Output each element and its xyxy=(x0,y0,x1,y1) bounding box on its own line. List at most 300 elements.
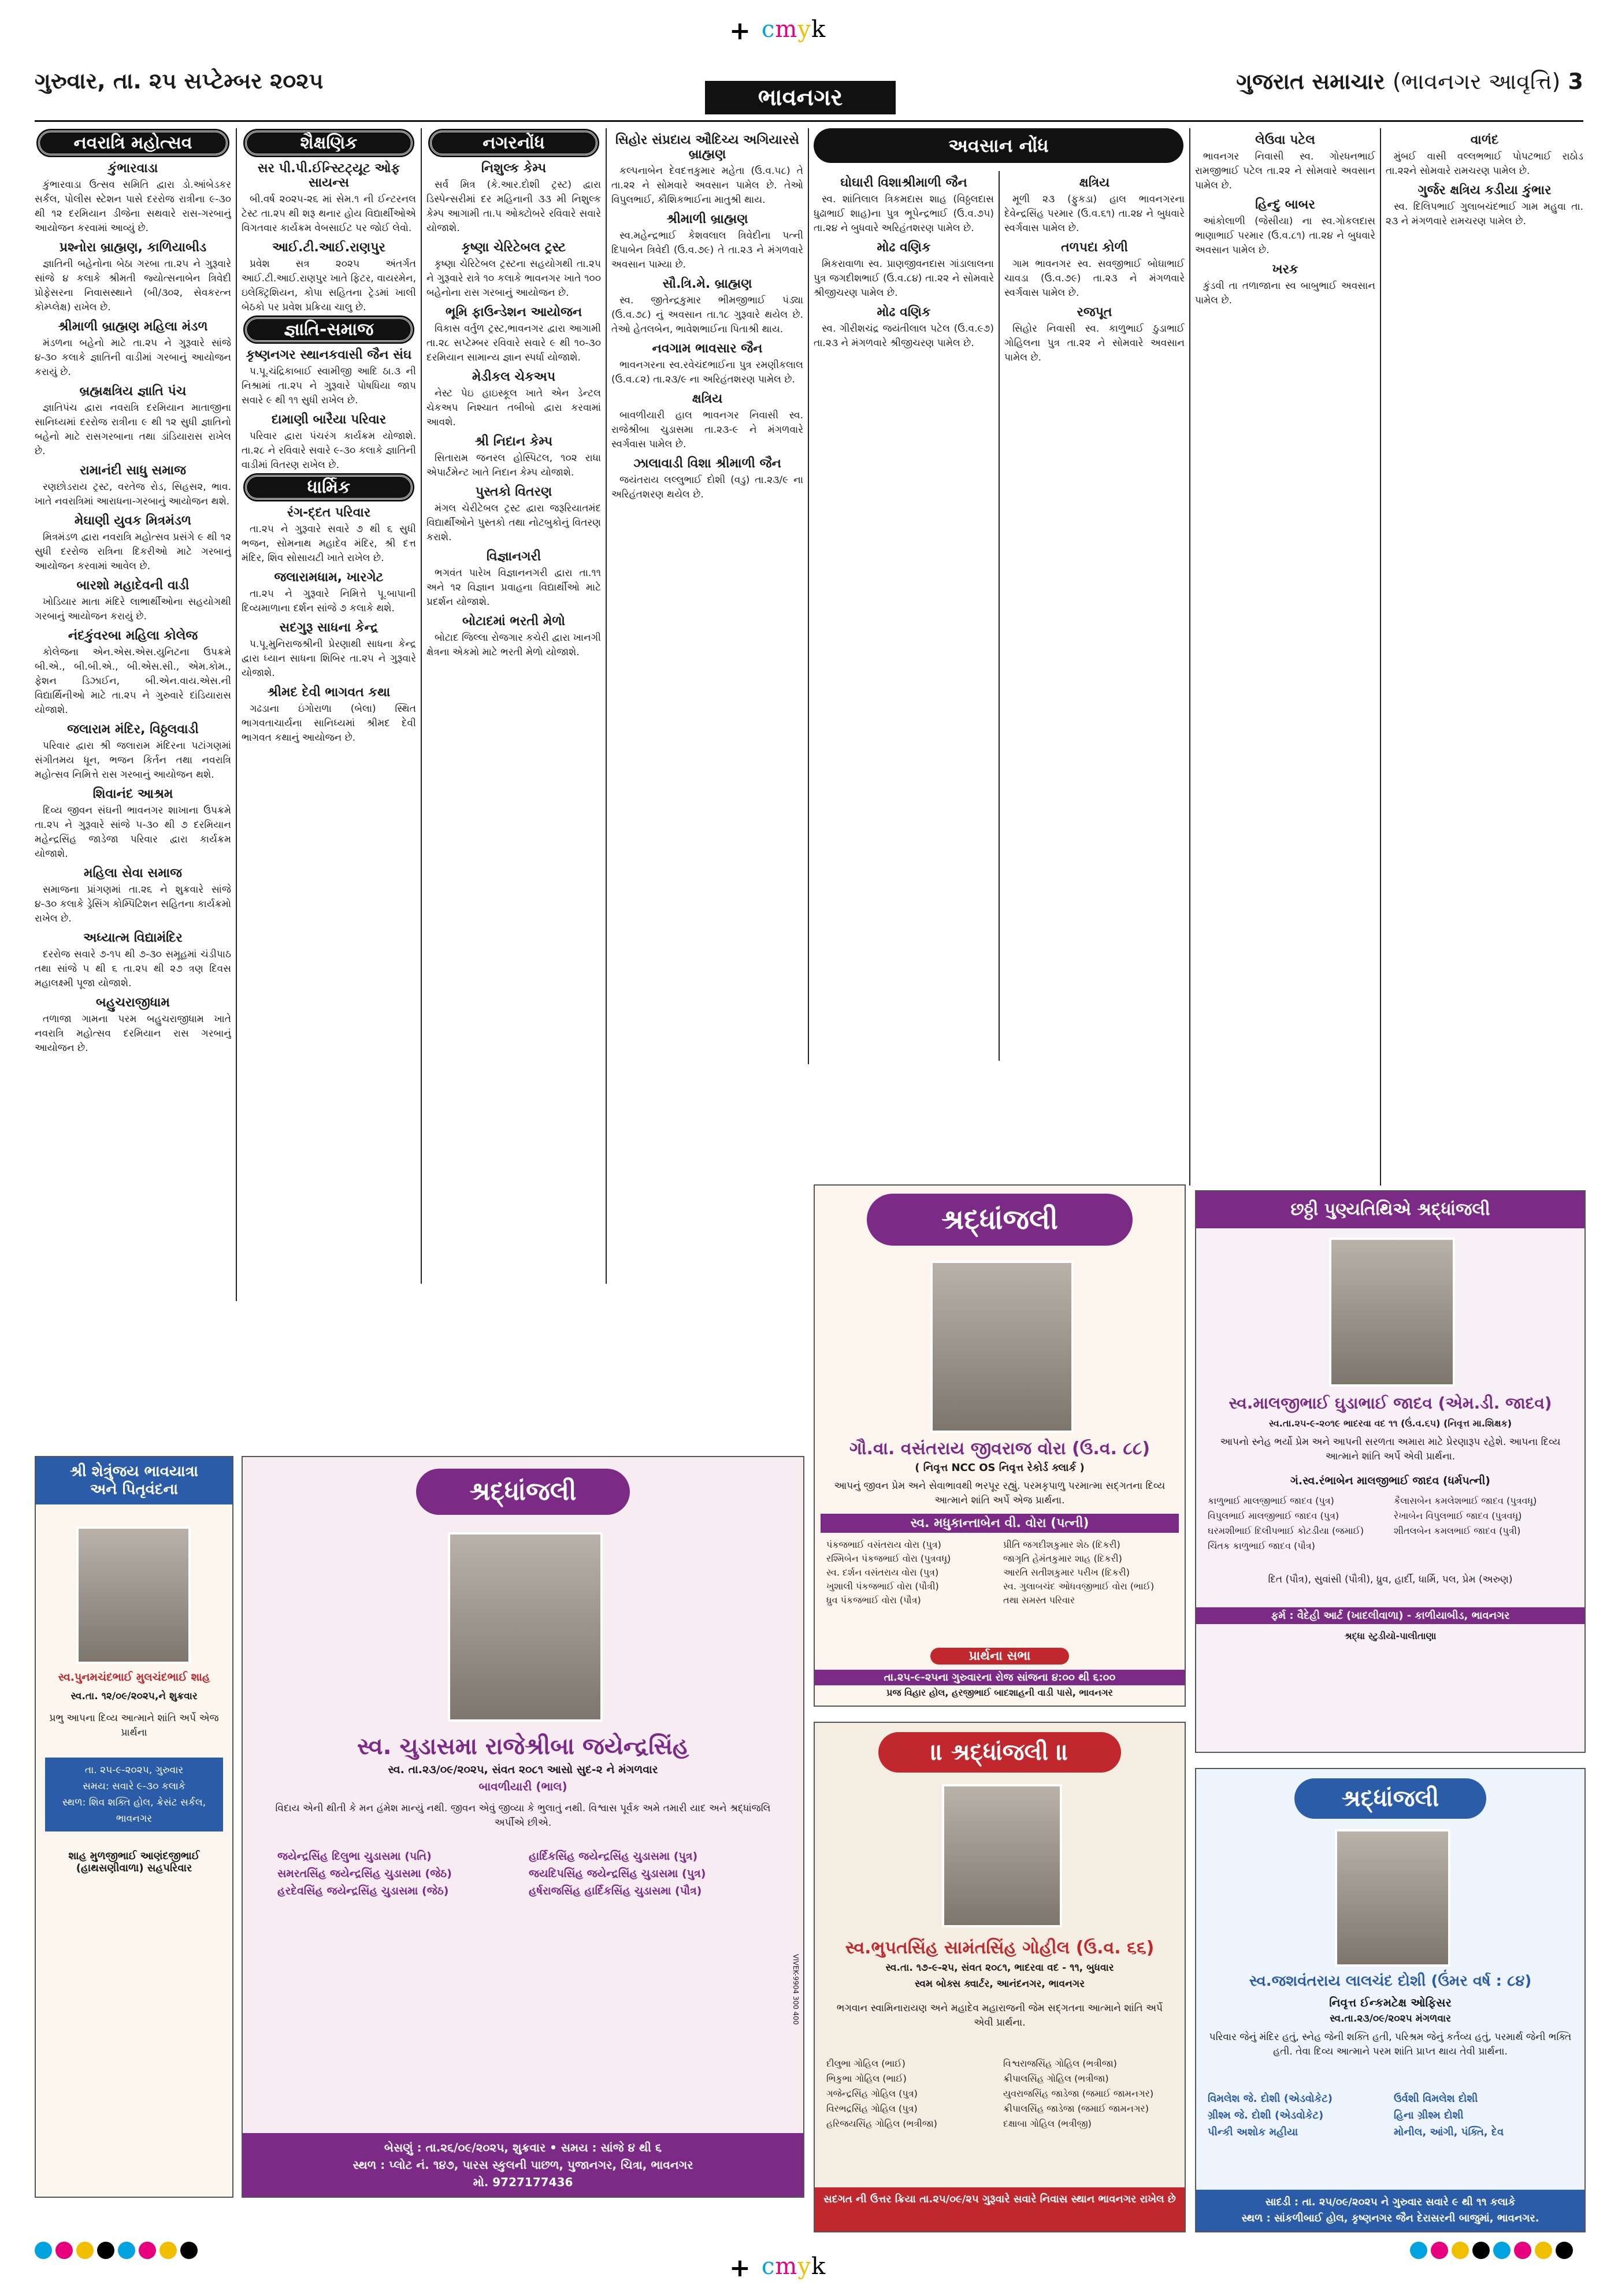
prayer-meet-venue: પ્રજ વિહાર હોલ, હરજીભાઈ બાદશાહની વાડી પાસે, ભાવનગર xyxy=(886,1687,1113,1698)
family-member: સ્વ. દર્શન વસંતરાય વોરા (પુત્ર) xyxy=(826,1567,939,1578)
news-item xyxy=(814,176,994,236)
portrait-photo xyxy=(76,1526,191,1664)
news-item xyxy=(242,570,416,616)
item-title: નિશુલ્ક કેમ્પ xyxy=(481,161,547,176)
color-bar-right xyxy=(1410,2242,1573,2259)
pilgrimage-subtitle: અને પિતૃવંદના xyxy=(90,1481,179,1498)
family-member: ખુશાલી પંકજભાઈ વોરા (પૌત્રી) xyxy=(826,1581,939,1592)
news-item xyxy=(35,578,231,624)
item-title: મોઢ વણિક xyxy=(877,240,931,255)
column-obituary-b xyxy=(1004,171,1185,1072)
family-member: ગ્રીશ્મ જે. દોશી (એડવોકેટ) xyxy=(1208,2109,1324,2122)
item-text: સ્વ. ગીરીશચંદ્ર જયંતીલાલ પટેલ (ઉ.વ.૯૭) તા.૨૩ ને મંગળવારે શ્રીજીચરણ પામેલ છે. xyxy=(814,323,994,349)
item-title: રામાનંદી સાધુ સમાજ xyxy=(80,463,186,478)
registration-mark-bottom: + xyxy=(729,2253,751,2283)
item-title: સદગુરૂ સાધના કેન્દ્ર xyxy=(279,621,378,635)
contact-phone: મો. 9727177436 xyxy=(473,2175,573,2189)
news-item xyxy=(242,161,416,236)
news-item xyxy=(35,240,231,315)
death-date: સ્વ.તા. ૧૨/૦૯/૨૦૨૫,ને શુક્રવાર xyxy=(70,1691,198,1702)
family-member: ઉર્વશી વિમલેશ દોશી xyxy=(1394,2093,1478,2105)
item-title: વાળંદ xyxy=(1470,133,1499,147)
family-member: જાગૃતિ હેમંતકુમાર શાહ (દિકરી) xyxy=(1003,1553,1122,1564)
uttar-kriya-notice: સદગત ની ઉત્તર ક્રિયા તા.૨૫/૦૯/૨૫ ગુરૂવારે સવારે નિવાસ સ્થાન ભાવનગર રાખેલ છે xyxy=(815,2187,1185,2231)
color-dot xyxy=(1535,2242,1552,2259)
item-text: મંગલ ચેરીટેબલ ટ્રસ્ટ દ્વારા જરૂરિયાતમંદ વિદ્યાર્થીઓને પુસ્તકો તથા નોટબુકોનું વિતરણ કરાશે. xyxy=(426,503,601,543)
ad-heading: શ્રદ્ધાંજલી xyxy=(867,1194,1133,1246)
issue-date: ગુરુવાર, તા. ૨૫ સપ્ટેમ્બર ૨૦૨૫ xyxy=(35,68,324,94)
family-member: હિના ગ્રીશ્મ દોશી xyxy=(1394,2109,1464,2122)
death-date: સ્વ.તા.૨૫-૯-૨૦૧૯ ભાદરવા વદ ૧૧ (ઉં.વ.૬૫) (નિવૃત્ત મા.શિક્ષક) xyxy=(1268,1418,1512,1429)
event-details xyxy=(45,1758,223,1831)
item-title: સર પી.પી.ઈન્સ્ટિટ્યૂટ ઓફ સાયન્સ xyxy=(257,161,400,190)
cmyk-mark-bottom xyxy=(762,2253,826,2280)
family-member: વિશ્વરાજસિંહ ગોહિલ (ભત્રીજા) xyxy=(1003,2058,1117,2069)
masthead-name: ગુજરાત સમાચાર xyxy=(1236,68,1385,94)
news-item xyxy=(1386,133,1583,179)
news-item xyxy=(35,787,231,861)
family-member: હાર્દિકસિંહ જયેન્દ્રસિંહ ચુડાસમા (પુત્ર) xyxy=(529,1850,698,1863)
family-list xyxy=(1208,2093,1573,2138)
event-date: તા. ૨૫-૯-૨૦૨૫, ગુરુવાર xyxy=(84,1764,184,1776)
navratri-heading: નવરાત્રિ મહોત્સવ xyxy=(38,131,228,155)
ad-heading: શ્રદ્ધાંજલી xyxy=(1294,1778,1486,1819)
news-item xyxy=(611,341,803,387)
item-title: દામાણી બારૈયા પરિવાર xyxy=(271,413,387,427)
family-member: પીન્કી અશોક મહીયા xyxy=(1208,2126,1298,2138)
item-text: સ્વ.મહેન્દ્રભાઈ કેશવલાલ ત્રિવેદીના પત્ની દિપાબેન ત્રિવેદી (ઉ.વ.૭૯) તે તા.૨૩ ને મંગળવારે અવસાન પામ્યા છે. xyxy=(611,230,803,270)
tribute-text: આપનો સ્નેહ ભર્યો પ્રેમ અને આપની સરળતા અમારા માટે પ્રેરણારૂપ રહેશે. આપના દિવ્ય આત્માને શાંતિ અર્પે એવી પ્રાર્થના. xyxy=(1220,1436,1561,1462)
news-item xyxy=(35,722,231,782)
ad-heading: શ્રદ્ધાંજલી xyxy=(416,1469,630,1515)
item-text: નેસ્ટ પેઇ હાઇસ્કૂલ ખાતે એન ડેન્ટલ ચેકઅપ નિશ્ચાત તબીબો દ્વારા કરવામાં આવશે. xyxy=(426,388,601,428)
color-dot xyxy=(118,2242,135,2259)
family-member: આરતિ સતીશકુમાર પરીખ (દિકરી) xyxy=(1003,1567,1130,1578)
item-text: મંડળના બહેનો માટે તા.૨૫ ને ગુરૂવારે સાંજે ૪-૩૦ કલાકે જ્ઞાતિની વાડીમાં ગરબાનું આયોજન કરાયું છે. xyxy=(35,337,231,378)
spouse-name: સ્વ. મધુકાન્તાબેન વી. વોરા (પત્ની) xyxy=(821,1514,1179,1533)
news-item xyxy=(611,277,803,337)
cmyk-m: m xyxy=(775,16,798,43)
deceased-name: ગૌ.વા. વસંતરાય જીવરાજ વોરા (ઉ.વ. ૮૮) xyxy=(849,1439,1151,1459)
page-number: 3 xyxy=(1568,69,1583,94)
tribute-text: ભગવાન સ્વામિનારાયણ અને મહાદેવ મહારાજની જેમ સદ્ગતના આત્માને શાંતિ અર્પે એવી પ્રાર્થના. xyxy=(836,2003,1163,2028)
column-rule xyxy=(236,128,237,1301)
item-text: સર્વ મિત્ર (કે.આર.દોશી ટ્રસ્ટ) દ્વારા ડિસ્પેન્સરીમાં દર મહિનાની ૩૩ મી નિશુલ્ક કેમ્પ આગામી તા.૫ ઓક્ટોબરે રવિવારે સવારે યોજાશે. xyxy=(426,179,601,234)
color-dot xyxy=(1410,2242,1427,2259)
masthead-right xyxy=(1236,68,1583,95)
cmyk-c: c xyxy=(762,2253,775,2280)
community-heading: જ્ઞાતિ-સમાજ xyxy=(245,317,413,342)
item-text: ગઢડાના ઇંગોરાળા (બેલા) સ્થિત ભાગવતાચાર્યના સાનિધ્યમાં શ્રીમદ દેવી ભાગવત કથાનું આયોજન છે. xyxy=(242,703,416,744)
column-rule xyxy=(606,128,607,1284)
item-text: સ્વ. જીતેન્દ્રકુમાર ભીમજીભાઈ પંડ્યા (ઉ.વ.૭૮) નું અવસાન તા.૧૮ ગુરૂવારે થયેલ છે. તેઓ હેતલબેન, ભાવેશભાઈના પિતાશ્રી થાય. xyxy=(611,295,803,335)
edition-name: (ભાવનગર આવૃત્તિ) xyxy=(1392,69,1561,94)
address: સ્વમ બોક્સ ક્વાર્ટર, આનંદનગર, ભાવનગર xyxy=(914,1978,1085,1990)
news-item xyxy=(35,866,231,926)
color-dot xyxy=(139,2242,156,2259)
family-member: હર્ષરાજસિંહ હાર્દિકસિંહ ચુડાસમા (પૌત્ર) xyxy=(529,1885,702,1897)
tribute-ad-rajeshriba xyxy=(242,1456,804,2198)
portrait-photo xyxy=(1329,1238,1455,1387)
column-education-community xyxy=(242,128,416,1284)
news-item xyxy=(426,614,601,660)
news-item xyxy=(611,456,803,502)
news-item xyxy=(814,305,994,351)
item-title: લેઉવા પટેલ xyxy=(1255,133,1315,147)
family-member: રેખાબેન વિપુલભાઈ જાદવ (પુત્રવધૂ) xyxy=(1394,1510,1522,1521)
family-member: મોનીલ, આંગી, પંક્તિ, દેવ xyxy=(1394,2126,1504,2138)
item-text: કલ્પનાબેન દેવદત્તકુમાર મહેતા (ઉ.વ.૫૮) તે તા.૨૨ ને સોમવારે અવસાન પામેલ છે. તેઓ વિપુલભાઈ, કૌશિકભાઈના માતુશ્રી થાય. xyxy=(611,165,803,206)
item-title: શિવાનંદ આશ્રમ xyxy=(92,787,173,801)
news-item xyxy=(35,319,231,380)
news-item xyxy=(242,413,416,473)
tribute-text: આપનું જીવન પ્રેમ અને સેવાભાવથી ભરપૂર રહ્યું. પરમકૃપાળુ પરમાત્મા સદ્ગતના દિવ્ય આત્માને શાંતિ અર્પે એજ પ્રાર્થના. xyxy=(834,1480,1166,1506)
event-time: સમય: સવારે ૯-૩૦ કલાકે xyxy=(83,1781,185,1792)
item-title: કૃષ્ણનગર સ્થાનકવાસી જૈન સંઘ xyxy=(246,348,412,362)
color-dot xyxy=(55,2242,73,2259)
item-title: સૌ.ત્રિ.મે. બ્રાહ્મણ xyxy=(662,277,752,291)
family-member: તથા સમસ્ત પરિવાર xyxy=(1003,1595,1075,1606)
item-text: મૂળી ૨૩ (ફુકડા) હાલ ભાવનગરના દેવેન્દ્રસિંહ પરમાર (ઉ.વ.૬૧) તા.૨૪ ને બુધવારે સ્વર્ગવાસ પામેલ છે. xyxy=(1004,194,1185,234)
family-member: હરદેવસિંહ જયેન્દ્રસિંહ ચુડાસમા (જેઠ) xyxy=(277,1885,449,1897)
news-item xyxy=(1195,133,1375,193)
item-title: મેઘાણી યુવક મિત્રમંડળ xyxy=(74,514,192,528)
item-title: વિજ્ઞાનગરી xyxy=(486,549,541,564)
cmyk-mark-top xyxy=(762,16,826,43)
item-title: શ્રી નિદાન કેમ્પ xyxy=(474,434,553,449)
item-text: કુંડવી તા તળાજાના સ્વ બાબુભાઈ અવસાન પામેલ છે. xyxy=(1195,280,1375,306)
portrait-photo xyxy=(930,1261,1074,1433)
item-title: બારશો મહાદેવની વાડી xyxy=(76,578,190,593)
item-text: ભગવંત પારેખ વિજ્ઞાનનગરી દ્વારા તા.૧૧ અને ૧૨ વિજ્ઞાન પ્રવાહના વિદ્યાર્થીઓ માટે પ્રદર્શન યોજાશે. xyxy=(426,567,601,608)
cmyk-c: c xyxy=(762,16,775,43)
family-member: વિપુલભાઈ માલજીભાઈ જાદવ (પુત્ર) xyxy=(1208,1510,1339,1521)
item-text: ખોડિયાર માતા મંદિરે લાભાર્થીઓના સહયોગથી ગરબાનું આયોજન કરાયું છે. xyxy=(35,596,231,622)
tribute-text: વિદાય એની થીતી કે મન હંમેશ માન્યું નથી. જીવન એવું જીવ્યા કે ભુલાતું નથી. વિશ્વાસ પૂર્વક અમે તમારી યાદ અને શ્રદ્ધાંજલિ અર્પીએ છીએ. xyxy=(275,1803,771,1829)
portrait-photo xyxy=(448,1532,603,1722)
item-title: પ્રશ્નોરા બ્રાહ્મણ, કાળિયાબીડ xyxy=(59,240,207,255)
item-title: મેડીકલ ચેકઅપ xyxy=(472,370,556,384)
news-item xyxy=(242,621,416,681)
item-text: બાવળીયારી હાલ ભાવનગર નિવાસી સ્વ. રાજેશ્રીબા ચુડાસમા તા.૨૩-૯ ને મંગળવારે સ્વર્ગવાસ પામેલ છે. xyxy=(611,410,803,450)
grandchildren: દિત (પૌત્ર), સુવાંસી (પૌત્રી), ધ્રુવ, હાર્દી, ધાર્મિ, પલ, પ્રેમ (અરુણ) xyxy=(1268,1574,1513,1585)
deceased-name: સ્વ.જશવંતરાય લાલચંદ દોશી (ઉંમર વર્ષ : ૮૪) xyxy=(1249,1972,1532,1990)
family-member: ભિકુભા ગોહિલ (ભાઈ) xyxy=(826,2073,907,2084)
news-item xyxy=(35,384,231,459)
news-item xyxy=(1195,262,1375,308)
item-title: મોઢ વણિક xyxy=(877,305,931,319)
item-text: મુંબઈ વાસી વલ્લભભાઈ પોપટભાઈ રાઠોડ તા.૨૨ને સોમવારે રામચરણ પામેલ છે. xyxy=(1386,151,1583,177)
item-text: મિત્રમંડળ દ્વારા નવરાત્રિ મહોત્સવ પ્રસંગે ૯ થી ૧૨ સુધી દરરોજ રાત્રિના દિકરીઓ માટે ગરબાનું આયોજન કરવામાં આવેલ છે. xyxy=(35,532,231,572)
item-title: શ્રીમદ દેવી ભાગવત કથા xyxy=(267,685,391,700)
family-member: ધ્રુવ પંકજભાઈ વોરા (પૌત્ર) xyxy=(826,1595,921,1606)
family-member: કૈલાસબેન કમલેશભાઈ જાદવ (પુત્રવધૂ) xyxy=(1394,1495,1537,1506)
besnu-time: બેસણું : તા.૨૬/૦૯/૨૦૨૫, શુક્રવાર • સમય : સાંજે ૪ થી ૬ xyxy=(384,2141,662,2154)
item-text: આંકોલાળી (જેસીયા) ના સ્વ.ગોકલદાસ ભાણાભાઈ પરમાર (ઉ.વ.૮૧) તા.૨૪ ને બુધવારે અવસાન પામેલ છે. xyxy=(1195,216,1375,256)
ad-code: VIVEK-9904 300 400 xyxy=(792,1954,800,2025)
family-member: ઘરમશીભાઈ દિલીપભાઈ કોટડીયા (જમાઈ) xyxy=(1208,1525,1364,1536)
news-item xyxy=(242,685,416,745)
news-item xyxy=(1386,183,1583,229)
deceased-name: સ્વ.પુનમચંદભાઈ મુલચંદભાઈ શાહ xyxy=(58,1671,210,1684)
column-obituary-d xyxy=(1386,128,1583,1186)
news-item xyxy=(426,370,601,430)
ad-heading: છઠ્ઠી પુણ્યતિથિએ શ્રદ્ધાંજલી xyxy=(1196,1191,1584,1228)
color-dot xyxy=(180,2242,198,2259)
prayer-text: પ્રભુ આપના દિવ્ય આત્માને શાંતિ અર્પે એજ પ્રાર્થના xyxy=(49,1712,219,1738)
news-item xyxy=(426,549,601,610)
section-city-banner: ભાવનગર xyxy=(705,81,896,114)
family-member: સમરતસિંહ જયેન્દ્રસિંહ ચુડાસમા (જેઠ) xyxy=(277,1867,452,1880)
family-member: ગજેન્દ્રસિંહ ગોહિલ (પુત્ર) xyxy=(826,2088,918,2099)
news-item xyxy=(1195,198,1375,258)
color-dot xyxy=(1452,2242,1469,2259)
deceased-name: સ્વ.ભુપતસિંહ સામંતસિંહ ગોહીલ (ઉ.વ. ૬૬) xyxy=(845,1938,1155,1958)
family-member: જયદિપસિંહ જયેન્દ્રસિંહ ચુડાસમા (પુત્ર) xyxy=(529,1867,706,1880)
family-member: વિરભદ્રસિંહ ગોહિલ (પુત્ર) xyxy=(826,2103,918,2114)
family-member: સ્વ. ગુલાબચંદ ઓધવજીભાઈ વોરા (ભાઈ) xyxy=(1003,1581,1155,1592)
item-text: જ્ઞાતિપંચ દ્વારા નવરાત્રિ દરમિયાન માતાજીના સાનિધ્યમાં દરરોજ રાત્રીના ૯ થી ૧૨ સુધી જ્ઞાતિનો બહેનો માટે રાસગરબાના તથા ડાંડિયારાસ રાખેલ છે. xyxy=(35,402,231,457)
besnu-details xyxy=(243,2133,803,2197)
color-dot xyxy=(35,2242,52,2259)
item-title: શ્રીમાળી બ્રાહ્મણ xyxy=(666,212,748,226)
family-member: પ્રીતિ જગદીશકુમાર શેઠ (દિકરી) xyxy=(1003,1539,1120,1550)
news-item xyxy=(1004,305,1185,365)
item-text: સિહોર નિવાસી સ્વ. કાળુભાઈ ઠુડાભાઈ ગોહિલના પુત્ર તા.૨૨ ને સોમવારે અવસાન પામેલ છે. xyxy=(1004,323,1185,363)
item-text: સમાજના પ્રાંગણમાં તા.૨૬ ને શુક્રવારે સાંજે ૪-૩૦ કલાકે ડ્રેસિંગ કોમ્પિટિશન સહિતના કાર્યક્રમો રાખેલ છે. xyxy=(35,884,231,924)
item-title: કૃષ્ણા ચેરિટેબલ ટ્રસ્ટ xyxy=(461,240,566,255)
news-item xyxy=(814,240,994,300)
item-text: પરિવાર દ્વારા શ્રી જલારામ મંદિરના પટાંગણમાં સંગીતમય ધૂન, ભજન કિર્તન તથા નવરાત્રિ મહોત્સવ નિમિત્તે રાસ ગરબાનું આયોજન થશે. xyxy=(35,740,231,781)
item-title: અધ્યાત્મ વિદ્યામંદિર xyxy=(83,931,183,945)
family-list xyxy=(826,1539,1173,1606)
item-title: નવગામ ભાવસાર જૈન xyxy=(652,341,763,356)
news-item xyxy=(242,348,416,408)
obituary-heading-bar xyxy=(814,128,1183,163)
item-text: વિકાસ વર્તુળ ટ્રસ્ટ,ભાવનગર દ્વારા આગામી તા.૨૮ સપ્ટેમ્બર રવિવારે સવારે ૯ થી ૧૦-૩૦ દરમિયાન સામાન્ય જ્ઞાન સ્પર્ધા યોજાશે. xyxy=(426,323,601,363)
pilgrimage-title: શ્રી શેત્રુંજય ભાવયાત્રા xyxy=(69,1463,199,1480)
color-dot xyxy=(76,2242,94,2259)
death-date: સ્વ.તા.૨૩/૦૯/૨૦૨૫ મંગળવાર xyxy=(1330,2013,1451,2024)
news-item xyxy=(611,133,803,207)
sadadi-venue: સ્થળ : સાંકળીબાઈ હોલ, કૃષ્ણનગર જૈન દેરાસરની બાજુમાં, ભાવનગર. xyxy=(1241,2212,1539,2224)
family-member: કાળુભાઈ માલજીભાઈ જાદવ (પુત્ર) xyxy=(1208,1495,1334,1506)
item-title: બોટાદમાં ભરતી મેળો xyxy=(462,614,565,629)
item-title: ક્ષત્રિય xyxy=(692,392,723,406)
news-item xyxy=(426,485,601,545)
sadadi-details xyxy=(1196,2190,1584,2231)
pilgrimage-ad xyxy=(35,1456,233,2198)
item-title: ઝાલાવાડી વિશા શ્રીમાળી જૈન xyxy=(633,456,781,471)
item-title: રજપૂત xyxy=(1077,305,1112,319)
item-title: ખરક xyxy=(1272,262,1298,277)
item-title: બ્રહ્મક્ષત્રિય જ્ઞાતિ પંચ xyxy=(79,384,187,399)
item-title: તળપદા કોળી xyxy=(1061,240,1128,255)
family-list xyxy=(826,2058,1173,2130)
ad-heading: ॥ શ્રદ્ધાંજલી ॥ xyxy=(878,1732,1121,1773)
item-text: પ.પૂ.મુનિરાજશ્રીની પ્રેરણાથી સાધના કેન્દ્ર દ્વારા ધ્યાન સાધના શિબિર તા.૨૫ ને ગુરૂવારે યોજાશે. xyxy=(242,638,416,679)
deceased-subtitle: નિવૃત્ત ઈન્કમટેક્ષ ઓફિસર xyxy=(1329,1996,1452,2009)
family-member: ક્રીપાલસિંહ જાડેજા (જમાઈ જામનગર) xyxy=(1003,2103,1149,2114)
sadadi-time: સાદડી : તા. ૨૫/૦૯/૨૦૨૫ ને ગુરુવાર સવારે ૯ થી ૧૧ કલાકે xyxy=(1265,2196,1516,2208)
news-item xyxy=(426,434,601,480)
item-text: જયંતરાય લલ્લુભાઈ દોશી (વડુ) તા.૨૩/૯ ના અરિહંતશરણ થયેલ છે. xyxy=(611,474,803,500)
news-item xyxy=(426,161,601,236)
death-date: સ્વ.તા. ૧૭-૯-૨૫, સંવત ૨૦૮૧, ભાદરવા વદ - ૧૧, બુધવાર xyxy=(885,1962,1114,1974)
item-text: મિકરાવાળા સ્વ. પ્રાણજીવનદાસ ગાંડાલાલના પુત્ર જગદીશભાઈ (ઉ.વ.૮૪) તા.૨૨ ને સોમવારે શ્રીજીચરણ પામેલ છે. xyxy=(814,258,994,299)
item-title: જલારામ મંદિર, વિઠ્ઠલવાડી xyxy=(67,722,199,737)
item-text: તળાજા ગામના પરમ બહુચરાજીધામ ખાતે નવરાત્રિ મહોત્સવ દરમિયાન રાસ ગરબાનું આયોજન છે. xyxy=(35,1013,231,1054)
news-item xyxy=(1004,176,1185,236)
item-text: કોલેજના એન.એસ.એસ.યુનિટના ઉપક્રમે બી.એ., બી.બી.એ., બી.એસ.સી., એમ.કોમ., ફેશન ડિઝાઈન, બી.એન.વાય.એસ.ની વિદ્યાર્થિનીઓ માટે તા.૨૫ ને ગુરુવારે દાંડિયારાસ યોજાશે. xyxy=(35,647,231,716)
item-text: ભાવનગર નિવાસી સ્વ. ગોરધનભાઈ રામજીભાઈ પટેલ તા.૨૨ ને સોમવારે અવસાન પામેલ છે. xyxy=(1195,151,1375,191)
column-rule xyxy=(421,128,422,1284)
item-title: નંદકુંવરબા મહિલા કોલેજ xyxy=(68,629,198,643)
family-member: ચિંતક કાળુભાઈ જાદવ (પૌત્ર) xyxy=(1208,1540,1315,1551)
news-item xyxy=(35,931,231,991)
column-rule xyxy=(808,128,809,1064)
tribute-ad-vasantray xyxy=(814,1184,1186,1707)
news-item xyxy=(426,240,601,300)
color-bar-left xyxy=(35,2242,198,2259)
color-dot xyxy=(1431,2242,1448,2259)
item-text: પ્રવેશ સત્ર ૨૦૨૫ અંતર્ગત આઈ.ટી.આઈ.રાણપુર ખાતે ફિટર, વાયરમેન, ઇલેક્ટ્રિશિયન, કોપા સહિતના ટ્રેડમાં ખાલી બેઠકો પર પ્રવેશ પ્રક્રિયા ચાલુ છે. xyxy=(242,258,416,313)
item-title: શ્રીમાળી બ્રાહ્મણ મહિલા મંડળ xyxy=(58,319,208,334)
news-item xyxy=(242,506,416,566)
item-title: મહિલા સેવા સમાજ xyxy=(84,866,182,880)
prayer-meet-label: પ્રાર્થના સભા xyxy=(930,1648,1069,1665)
deceased-subtitle: ( નિવૃત્ત NCC OS નિવૃત્ત રેકોર્ડ ક્લાર્ક ) xyxy=(915,1462,1085,1474)
family-member: રશ્મિબેન પંકજભાઈ વોરા (પુત્રવધૂ) xyxy=(826,1553,951,1564)
color-dot xyxy=(1493,2242,1511,2259)
item-title: ભૂમિ ફાઉન્ડેશન આયોજન xyxy=(445,305,582,319)
tribute-ad-jashwantray xyxy=(1195,1768,1586,2232)
family-member: વિમલેશ જે. દોશી (એડવોકેટ) xyxy=(1208,2093,1333,2105)
deceased-name: સ્વ. ચુડાસમા રાજેશ્રીબા જયેન્દ્રસિંહ xyxy=(357,1733,689,1760)
pilgrimage-header xyxy=(36,1457,232,1504)
news-item xyxy=(35,161,231,236)
event-venue: સ્થળ: શિવ શક્તિ હોલ, ક્રેસંટ સર્કલ, ભાવનગર xyxy=(62,1797,206,1825)
cmyk-y: y xyxy=(797,16,811,43)
item-title: ક્ષત્રિય xyxy=(1079,176,1110,190)
besnu-venue: સ્થળ : પ્લોટ નં. ૧૪૭, પારસ સ્કુલની પાછળ, પુજાનગર, ચિત્રા, ભાવનગર xyxy=(352,2158,693,2172)
item-text: કુંભારવાડા ઉત્સવ સમિતિ દ્વારા ડો.આંબેડકર સર્કલ, પોલીસ સ્ટેશન પાસે દરરોજ રાત્રીના ૯-૩૦ થી ૧૨ દરમિયાન ડીજેના સથવારે રાસ-ગરબાનું આયોજન કરવામાં આવ્યું છે. xyxy=(35,179,231,234)
item-title: પુસ્તકો વિતરણ xyxy=(475,485,552,499)
item-title: સિહોર સંપ્રદાય ઔદિચ્ય અગિયારસે બ્રાહ્મણ xyxy=(615,133,799,162)
item-text: બી.વર્ષ ૨૦૨૫-૨૬ માં સેમ.૧ ની ઈન્ટરનલ ટેસ્ટ તા.૨૫ થી શરૂ થનાર હોય વિદ્યાર્થીઓએ વિગતવાર કાર્યક્રમ વેબસાઈટ પર જોઈ લેવો. xyxy=(242,194,416,234)
family-member: જયેન્દ્રસિંહ દિલુભા ચુડાસમા (પતિ) xyxy=(277,1850,432,1863)
color-dot xyxy=(159,2242,177,2259)
column-rule xyxy=(1380,128,1381,1186)
cmyk-k: k xyxy=(811,2253,826,2280)
color-dot xyxy=(97,2242,114,2259)
family-member: ક્રીપાલસિંહ ગોહિલ (ભત્રીજા) xyxy=(1003,2073,1109,2084)
portrait-photo xyxy=(942,1784,1062,1927)
family-member: યુવરાજસિંહ જાડેજા (જમાઈ જામનગર) xyxy=(1003,2088,1154,2099)
city-notes-heading: નગરનોંધ xyxy=(430,131,598,155)
column-obituary-top xyxy=(611,128,803,1064)
item-text: રણછોડરાય ટ્રસ્ટ, વરતેજ રોડ, સિહસ૨, ભાવ. ખાતે નવરાત્રિમાં આરાધના-ગરબાનું આયોજન થશે. xyxy=(35,481,231,507)
tribute-text: પરિવાર જેનું મંદિર હતું, સ્નેહ જેની શક્તિ હતી, પરિશ્રમ જેનું કર્તવ્ય હતું, પરમાર્થ જેની ભક્તિ હતી. તેવા દિવ્ય આત્માને પરમ શાંતિ પ્રાપ્ત થાય તેવી પ્રાર્થના. xyxy=(1209,2031,1572,2057)
news-item xyxy=(35,995,231,1056)
item-text: તા.૨૫ ને ગુરૂવારે સવારે ૭ થી ૬ સુધી ભજન, સોમનાથ મહાદેવ મંદિર, શ્રી દત્ત મંદિર, શિવ સોસાયટી ખાતે રાખેલ છે. xyxy=(242,523,416,564)
cmyk-k: k xyxy=(811,16,826,43)
item-text: ગામ ભાવનગર સ્વ. સવજીભાઈ બોઘાભાઈ ચાવડા (ઉ.વ.૭૯) તા.૨૩ ને મંગળવારે સ્વર્ગવાસ પામેલ છે. xyxy=(1004,258,1185,299)
news-item xyxy=(611,212,803,272)
family-member: શીતલબેન કમલભાઈ જાદવ (પુત્રી) xyxy=(1394,1525,1521,1536)
item-text: દિવ્ય જીવન સંઘની ભાવનગર શાખાના ઉપક્રમે તા.૨૫ ને ગુરૂવારે સાંજે ૫-૩૦ થી ૭ દરમિયાન મહેન્દ્રસિંહ જાડેજા પરિવાર દ્વારા કાર્યક્રમ યોજાશે. xyxy=(35,805,231,860)
item-title: રંગ-દ્દત પરિવાર xyxy=(287,506,371,520)
obituary-heading: અવસાન નોંધ xyxy=(814,128,1183,163)
family-member: દીલુભા ગોહિલ (ભાઈ) xyxy=(826,2058,906,2069)
item-text: દરરોજ સવારે ૭-૧૫ થી ૭-૩૦ સમૂહમાં ચંડીપાઠ તથા સાંજે ૫ થી ૬ તા.૨૫ થી ૨૭ ત્રણ દિવસ મહાલક્ષ્મી પૂજા યોજાશે. xyxy=(35,949,231,989)
village-name: બાવળીયારી (ભાલ) xyxy=(478,1779,567,1793)
spouse-name: ગં.સ્વ.રંભાબેન માલજીભાઈ જાદવ (ધર્મપત્ની) xyxy=(1290,1474,1490,1487)
news-item xyxy=(35,629,231,718)
deceased-name: સ્વ.માલજીભાઈ ઘુડાભાઈ જાદવ (એમ.ડી. જાદવ) xyxy=(1229,1394,1552,1413)
item-text: સ્વ. દિલિપભાઈ ગુલાબચંદભાઈ ગામ મહુવા તા. ૨૩ ને મંગળવારે રામચરણ પામેલ છે. xyxy=(1386,201,1583,227)
column-city-notes xyxy=(426,128,601,1284)
column-obituary-a xyxy=(814,171,994,1072)
tribute-ad-bhupatsinh xyxy=(814,1722,1186,2232)
column-obituary-c xyxy=(1195,128,1375,1186)
cmyk-m: m xyxy=(775,2253,798,2280)
item-title: ગુર્જર ક્ષત્રિય કડીયા કુંભાર xyxy=(1417,183,1552,198)
news-item xyxy=(242,240,416,315)
item-title: ઘોઘારી વિશાશ્રીમાળી જૈન xyxy=(840,176,967,190)
item-text: બોટાદ જિલ્લા રોજગાર કચેરી દ્વારા ખાનગી ક્ષેત્રના એકમો માટે ભરતી મેળો યોજાશે. xyxy=(426,632,601,658)
item-title: કુંભારવાડા xyxy=(107,161,158,176)
item-text: ભાવનગરના સ્વ.રવેચંદભાઈના પુત્ર રમણીકલાલ (ઉ.વ.૮૨) તા.૨૩/૯ ના અરિહંતશરણ પામેલ છે. xyxy=(611,359,803,385)
item-text: સિતારામ જનરલ હોસ્પિટલ, ૧૦૨ રાધા એપાર્ટમેન્ટ ખાતે નિદાન કેમ્પ યોજાશે. xyxy=(426,452,601,478)
family-member: દક્ષાબા ગોહિલ (ભત્રીજી) xyxy=(1003,2118,1092,2129)
death-date: સ્વ. તા.૨૩/૦૯/૨૦૨૫, સંવત ૨૦૮૧ આસો સુદ-૨ ને મંગળવાર xyxy=(388,1763,658,1776)
item-title: બહુચરાજીધામ xyxy=(96,995,170,1010)
news-item xyxy=(35,463,231,509)
registration-mark-top: + xyxy=(729,16,751,46)
item-title: હિન્દુ બાબર xyxy=(1255,198,1315,212)
firm-name: ફર્મ : વૈદેહી આર્ટ (ખાદલીવાળા) - કાળીયાબીડ, ભાવનગર xyxy=(1196,1607,1584,1624)
family-member: હરિજયસિંહ ગોહિલ (ભત્રીજા) xyxy=(826,2118,937,2129)
column-rule xyxy=(999,171,1000,1061)
religious-heading: ધાર્મિક xyxy=(245,475,413,500)
family-list xyxy=(277,1850,769,1897)
item-text: સ્વ. શાંતિલાલ ત્રિકમદાસ શાહ (વિઠ્ઠલદાસ ધુઢાભાઈ શાહ)ના પુત્ર ભૂપેન્દ્રભાઈ (ઉ.વ.૭૫) તા.૨૪ ને બુધવારે અરિહંતશરણ પામેલ છે. xyxy=(814,194,994,234)
portrait-photo xyxy=(1335,1829,1450,1967)
header-rule xyxy=(35,120,1583,122)
tribute-ad-malajibhai xyxy=(1195,1190,1586,1753)
cmyk-y: y xyxy=(797,2253,811,2280)
column-rule xyxy=(1189,128,1190,1186)
family-list xyxy=(1208,1495,1573,1552)
studio-credit: શ્રદ્ધા સ્ટુડીયો-પાલીતાણા xyxy=(1344,1630,1437,1641)
news-item xyxy=(35,514,231,574)
item-text: તા.૨૫ ને ગુરૂવારે નિમિત્તે પૂ.બાપાની દિવ્યમાળાના દર્શન સાંજે ૭ કલાકે થશે. xyxy=(242,588,416,614)
family-signature: શાહ મુળજીભાઈ આણંદજીભાઈ (હાથસણીવાળા) સહપરિવાર xyxy=(68,1850,200,1874)
prayer-meet-time: તા.૨૫-૯-૨૫ના ગુરુવારના રોજ સાંજના ૪:૦૦ થી ૬:૦૦ xyxy=(815,1670,1185,1685)
news-item xyxy=(426,305,601,365)
item-title: જલારામધામ, ખારગેટ xyxy=(274,570,384,585)
item-text: કૃષ્ણા ચેરિટેબલ ટ્રસ્ટના સહયોગથી તા.૨૫ ને ગુરૂવારે રાત્રે ૧૦ કલાકે ભાવનગર ખાતે ૧૦૦ બહેનોના રાસ ગરબાનું આયોજન છે. xyxy=(426,258,601,299)
color-dot xyxy=(1556,2242,1573,2259)
news-item xyxy=(1004,240,1185,300)
column-navratri xyxy=(35,128,231,1451)
color-dot xyxy=(1472,2242,1490,2259)
news-item xyxy=(611,392,803,452)
item-text: પરિવાર દ્વારા પંચરંગ કાર્યક્રમ યોજાશે. તા.૨૮ ને રવિવારે સવારે ૯-૩૦ કલાકે જ્ઞાતિની વાડીમાં વિતરણ રાખેલ છે. xyxy=(242,430,416,471)
color-dot xyxy=(1514,2242,1531,2259)
family-member: પંકજભાઈ વસંતરાય વોરા (પુત્ર) xyxy=(826,1539,941,1550)
